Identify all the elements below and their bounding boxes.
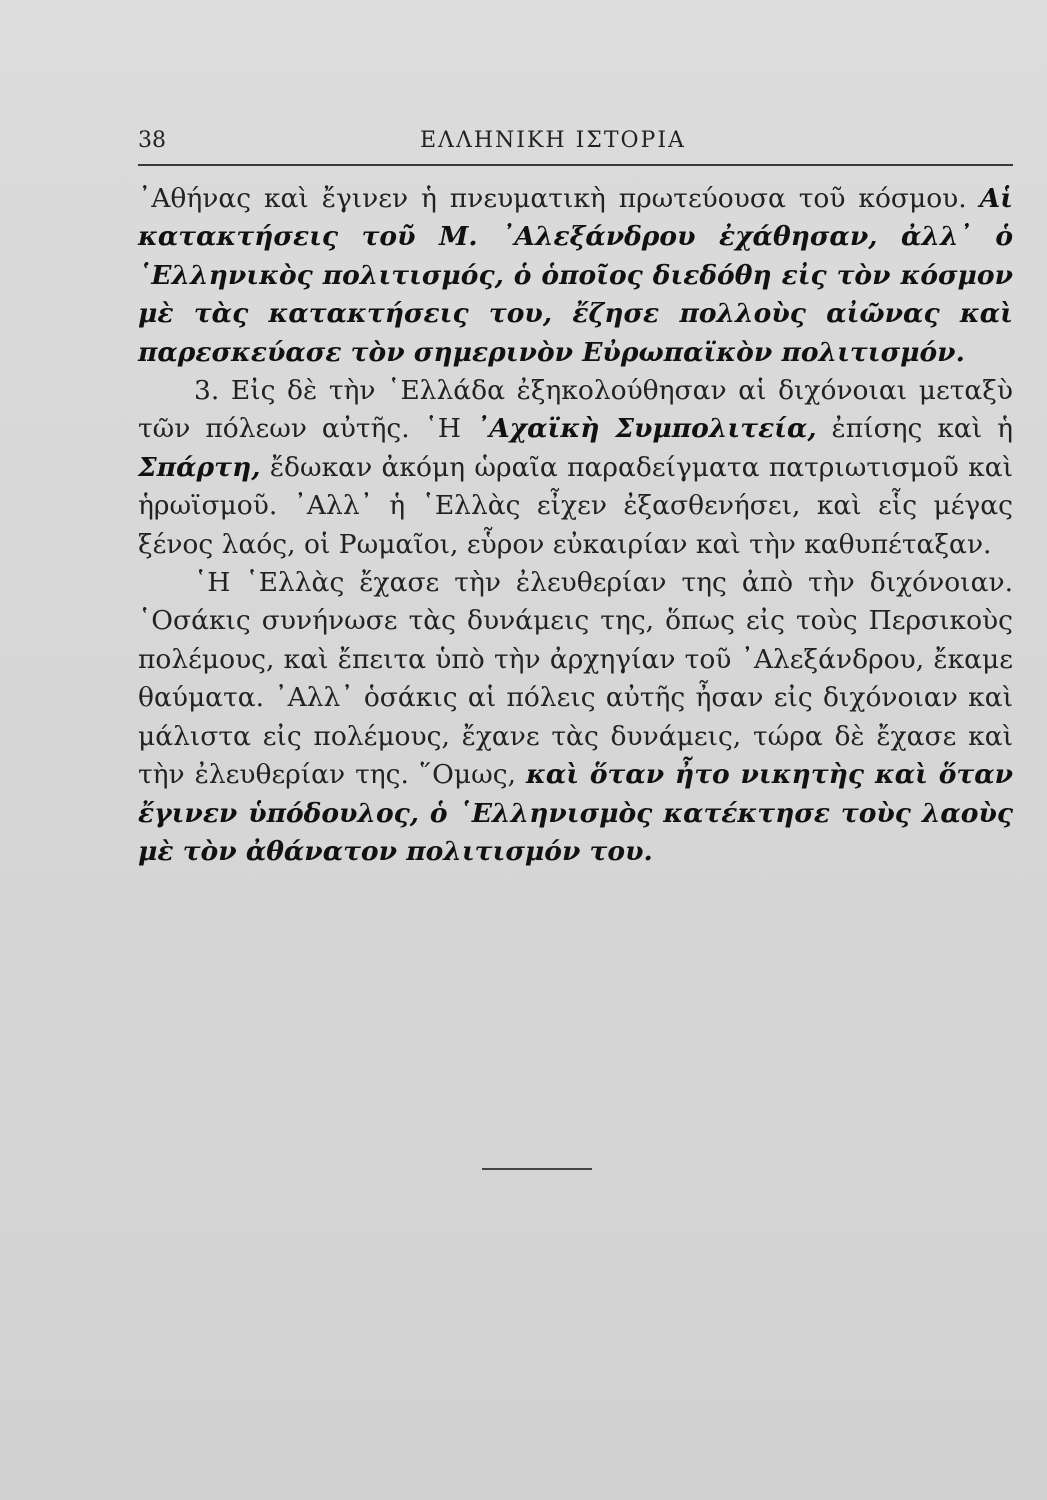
- bold-text-run: Σπάρτη,: [138, 451, 261, 483]
- paragraph: [138, 372, 1013, 564]
- bold-text-run: ᾿Αχαϊκὴ Συμπολιτεία,: [475, 413, 817, 445]
- text-run: ῾Η ῾Ελλὰς ἔχασε τὴν ἐλευθερίαν της ἀπὸ τὴν διχόνοιαν. ῾Οσάκις συνήνωσε τὰς δυνάμεις της, ὅπως εἰς τοὺς Περσικοὺς πολέμους, καὶ ἔπειτα ὑπὸ τὴν ἀρχηγίαν τοῦ ᾿Αλεξάνδρου, ἔκαμε θαύματα. ᾿Αλλ᾿ ὁσάκις αἱ πόλεις αὐτῆς ἦσαν εἰς διχόνοιαν καὶ μάλιστα εἰς πολέμους, ἔχανε τὰς δυνάμεις, τώρα δὲ ἔχασε καὶ τὴν ἐλευθερίαν της. ῞Ομως,: [138, 567, 1013, 791]
- page-number: 38: [138, 128, 166, 153]
- text-run: ἔδωκαν ἀκόμη ὡραῖα παραδείγματα πατριωτισμοῦ καὶ ἡρωϊσμοῦ. ᾿Αλλ᾿ ἡ ῾Ελλὰς εἶχεν ἐξασθενήσει, καὶ εἷς μέγας ξένος λαός, οἱ Ρωμαῖοι, εὗρον εὐκαιρίαν καὶ τὴν καθυπέταξαν.: [138, 451, 1013, 560]
- end-ornament-rule: [482, 1168, 592, 1170]
- text-run: ἐπίσης καὶ ἡ: [816, 413, 1013, 445]
- body-text: [138, 180, 1013, 871]
- paragraph: [138, 180, 1013, 372]
- text-run: 3. Εἰς δὲ τὴν ῾Ελλάδα ἐξηκολούθησαν αἱ διχόνοιαι μεταξὺ τῶν πόλεων αὐτῆς. ῾Η: [138, 375, 1013, 445]
- page-header: [138, 128, 1013, 162]
- text-run: ᾿Αθήνας καὶ ἔγινεν ἡ πνευματικὴ πρωτεύουσα τοῦ κόσμου.: [138, 183, 980, 214]
- running-head: ΕΛΛΗΝΙΚΗ ΙΣΤΟΡΙΑ: [420, 128, 686, 153]
- bold-text-run: καὶ ὅταν ἦτο νικητὴς καὶ ὅταν ἔγινεν ὑπόδουλος, ὁ ῾Ελληνισμὸς κατέκτησε τοὺς λαοὺς μὲ τὸν ἀθάνατον πολιτισμόν του.: [138, 759, 1013, 867]
- paragraph: [138, 564, 1013, 871]
- bold-text-run: Αἱ κατακτήσεις τοῦ Μ. ᾿Αλεξάνδρου ἐχάθησαν, ἀλλ᾿ ὁ ῾Ελληνικὸς πολιτισμός, ὁ ὁποῖος διεδόθη εἰς τὸν κόσμον μὲ τὰς κατακτήσεις του, ἔζησε πολλοὺς αἰῶνας καὶ παρεσκεύασε τὸν σημερινὸν Εὐρωπαϊκὸν πολιτισμόν.: [138, 183, 1013, 368]
- header-rule: [138, 164, 1013, 166]
